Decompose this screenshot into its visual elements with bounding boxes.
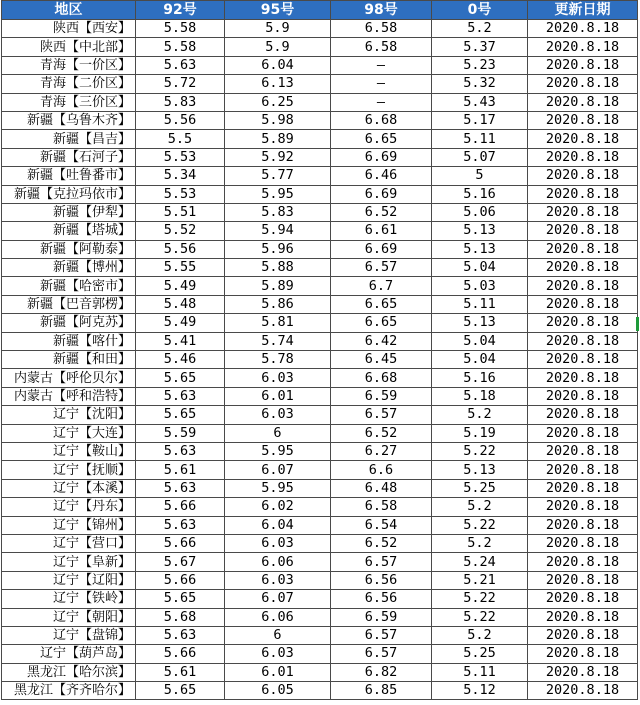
price-92-cell: 5.65 — [136, 406, 225, 424]
region-cell: 新疆【乌鲁木齐】 — [2, 111, 136, 129]
price-92-cell: 5.63 — [136, 626, 225, 644]
price-0-cell: 5.06 — [432, 203, 528, 221]
price-0-cell: 5.23 — [432, 56, 528, 74]
table-row — [2, 645, 638, 663]
price-98-cell: 6.68 — [331, 111, 432, 129]
region-cell: 辽宁【营口】 — [2, 534, 136, 552]
price-95-cell: 5.78 — [225, 351, 331, 369]
region-cell: 新疆【吐鲁番市】 — [2, 167, 136, 185]
region-cell: 辽宁【抚顺】 — [2, 461, 136, 479]
update-date-cell: 2020.8.18 — [528, 314, 638, 332]
price-95-cell: 6.06 — [225, 553, 331, 571]
region-cell: 新疆【哈密市】 — [2, 277, 136, 295]
price-0-cell: 5.13 — [432, 222, 528, 240]
price-92-cell: 5.66 — [136, 534, 225, 552]
price-95-cell: 5.74 — [225, 332, 331, 350]
region-cell: 陕西【中北部】 — [2, 38, 136, 56]
update-date-cell: 2020.8.18 — [528, 351, 638, 369]
price-0-cell: 5.11 — [432, 130, 528, 148]
update-date-cell: 2020.8.18 — [528, 130, 638, 148]
price-95-cell: 5.94 — [225, 222, 331, 240]
price-0-cell: 5.2 — [432, 406, 528, 424]
price-0-cell: 5.22 — [432, 608, 528, 626]
price-95-cell: 6.07 — [225, 590, 331, 608]
table-row — [2, 148, 638, 166]
table-row — [2, 351, 638, 369]
price-98-cell: 6.48 — [331, 479, 432, 497]
price-0-cell: 5.25 — [432, 645, 528, 663]
price-98-cell: 6.61 — [331, 222, 432, 240]
header-98: 98号 — [331, 1, 432, 20]
update-date-cell: 2020.8.18 — [528, 277, 638, 295]
price-92-cell: 5.63 — [136, 56, 225, 74]
price-0-cell: 5.13 — [432, 314, 528, 332]
price-95-cell: 5.95 — [225, 185, 331, 203]
price-98-cell: 6.56 — [331, 571, 432, 589]
price-92-cell: 5.46 — [136, 351, 225, 369]
price-98-cell: 6.52 — [331, 424, 432, 442]
price-95-cell: 6.03 — [225, 406, 331, 424]
price-98-cell: 6.57 — [331, 553, 432, 571]
region-cell: 新疆【阿勒泰】 — [2, 240, 136, 258]
price-95-cell: 5.89 — [225, 277, 331, 295]
price-95-cell: 5.89 — [225, 130, 331, 148]
update-date-cell: 2020.8.18 — [528, 498, 638, 516]
price-92-cell: 5.66 — [136, 645, 225, 663]
update-date-cell: 2020.8.18 — [528, 185, 638, 203]
price-98-cell: 6.59 — [331, 608, 432, 626]
price-0-cell: 5.13 — [432, 240, 528, 258]
table-row — [2, 534, 638, 552]
price-92-cell: 5.66 — [136, 571, 225, 589]
update-date-cell: 2020.8.18 — [528, 167, 638, 185]
price-95-cell: 6.03 — [225, 369, 331, 387]
price-95-cell: 6.03 — [225, 571, 331, 589]
region-cell: 辽宁【盘锦】 — [2, 626, 136, 644]
price-0-cell: 5.18 — [432, 387, 528, 405]
price-95-cell: 5.98 — [225, 111, 331, 129]
region-cell: 新疆【博州】 — [2, 259, 136, 277]
table-row — [2, 369, 638, 387]
price-98-cell: 6.52 — [331, 203, 432, 221]
table-row — [2, 590, 638, 608]
update-date-cell: 2020.8.18 — [528, 461, 638, 479]
table-row — [2, 314, 638, 332]
price-95-cell: 6.05 — [225, 682, 331, 700]
price-95-cell: 6.02 — [225, 498, 331, 516]
table-row — [2, 424, 638, 442]
price-95-cell: 6.25 — [225, 93, 331, 111]
price-0-cell: 5.04 — [432, 351, 528, 369]
update-date-cell: 2020.8.18 — [528, 663, 638, 681]
price-0-cell: 5.32 — [432, 75, 528, 93]
price-95-cell: 6.03 — [225, 534, 331, 552]
price-92-cell: 5.49 — [136, 277, 225, 295]
price-95-cell: 6 — [225, 424, 331, 442]
update-date-cell: 2020.8.18 — [528, 424, 638, 442]
price-92-cell: 5.72 — [136, 75, 225, 93]
price-0-cell: 5.43 — [432, 93, 528, 111]
price-98-cell: 6.59 — [331, 387, 432, 405]
price-0-cell: 5.04 — [432, 259, 528, 277]
price-92-cell: 5.53 — [136, 185, 225, 203]
table-row — [2, 185, 638, 203]
price-95-cell: 6.03 — [225, 645, 331, 663]
table-row — [2, 553, 638, 571]
price-95-cell: 6.04 — [225, 56, 331, 74]
price-0-cell: 5.37 — [432, 38, 528, 56]
header-0: 0号 — [432, 1, 528, 20]
price-92-cell: 5.49 — [136, 314, 225, 332]
header-update-date: 更新日期 — [528, 1, 638, 20]
update-date-cell: 2020.8.18 — [528, 608, 638, 626]
price-0-cell: 5.19 — [432, 424, 528, 442]
table-row — [2, 222, 638, 240]
price-92-cell: 5.48 — [136, 295, 225, 313]
region-cell: 内蒙古【呼和浩特】 — [2, 387, 136, 405]
price-95-cell: 6.07 — [225, 461, 331, 479]
table-row — [2, 442, 638, 460]
price-98-cell: 6.82 — [331, 663, 432, 681]
price-95-cell: 5.83 — [225, 203, 331, 221]
update-date-cell: 2020.8.18 — [528, 369, 638, 387]
price-98-cell: 6.58 — [331, 38, 432, 56]
price-95-cell: 6.06 — [225, 608, 331, 626]
price-0-cell: 5.16 — [432, 369, 528, 387]
price-98-cell: 6.68 — [331, 369, 432, 387]
price-0-cell: 5.21 — [432, 571, 528, 589]
price-95-cell: 6.04 — [225, 516, 331, 534]
region-cell: 新疆【昌吉】 — [2, 130, 136, 148]
price-0-cell: 5.2 — [432, 498, 528, 516]
price-92-cell: 5.65 — [136, 590, 225, 608]
price-92-cell: 5.5 — [136, 130, 225, 148]
region-cell: 辽宁【沈阳】 — [2, 406, 136, 424]
price-92-cell: 5.63 — [136, 387, 225, 405]
table-row — [2, 277, 638, 295]
region-cell: 新疆【喀什】 — [2, 332, 136, 350]
region-cell: 辽宁【葫芦岛】 — [2, 645, 136, 663]
cell-selection-marker — [636, 317, 639, 331]
price-0-cell: 5.13 — [432, 461, 528, 479]
update-date-cell: 2020.8.18 — [528, 20, 638, 38]
price-92-cell: 5.67 — [136, 553, 225, 571]
price-98-cell: 6.54 — [331, 516, 432, 534]
price-98-cell: — — [331, 93, 432, 111]
update-date-cell: 2020.8.18 — [528, 240, 638, 258]
price-98-cell: 6.69 — [331, 185, 432, 203]
price-92-cell: 5.55 — [136, 259, 225, 277]
update-date-cell: 2020.8.18 — [528, 203, 638, 221]
price-98-cell: 6.65 — [331, 130, 432, 148]
price-95-cell: 5.96 — [225, 240, 331, 258]
region-cell: 新疆【和田】 — [2, 351, 136, 369]
update-date-cell: 2020.8.18 — [528, 682, 638, 700]
table-row — [2, 479, 638, 497]
price-92-cell: 5.41 — [136, 332, 225, 350]
price-92-cell: 5.34 — [136, 167, 225, 185]
table-row — [2, 498, 638, 516]
region-cell: 辽宁【辽阳】 — [2, 571, 136, 589]
table-row — [2, 38, 638, 56]
update-date-cell: 2020.8.18 — [528, 553, 638, 571]
table-row — [2, 516, 638, 534]
region-cell: 新疆【克拉玛依市】 — [2, 185, 136, 203]
table-row — [2, 332, 638, 350]
table-row — [2, 626, 638, 644]
region-cell: 辽宁【丹东】 — [2, 498, 136, 516]
update-date-cell: 2020.8.18 — [528, 75, 638, 93]
price-0-cell: 5.22 — [432, 516, 528, 534]
price-0-cell: 5.2 — [432, 626, 528, 644]
price-95-cell: 5.9 — [225, 20, 331, 38]
price-98-cell: 6.6 — [331, 461, 432, 479]
update-date-cell: 2020.8.18 — [528, 571, 638, 589]
price-0-cell: 5.07 — [432, 148, 528, 166]
price-0-cell: 5.22 — [432, 590, 528, 608]
price-95-cell: 5.88 — [225, 259, 331, 277]
price-95-cell: 5.9 — [225, 38, 331, 56]
price-0-cell: 5.25 — [432, 479, 528, 497]
table-row — [2, 259, 638, 277]
update-date-cell: 2020.8.18 — [528, 479, 638, 497]
price-98-cell: 6.85 — [331, 682, 432, 700]
header-row — [2, 1, 638, 20]
price-95-cell: 5.95 — [225, 479, 331, 497]
update-date-cell: 2020.8.18 — [528, 111, 638, 129]
price-92-cell: 5.61 — [136, 461, 225, 479]
fuel-price-table — [1, 0, 638, 700]
price-92-cell: 5.68 — [136, 608, 225, 626]
table-row — [2, 682, 638, 700]
price-92-cell: 5.66 — [136, 498, 225, 516]
table-row — [2, 203, 638, 221]
table-row — [2, 663, 638, 681]
header-95: 95号 — [225, 1, 331, 20]
price-98-cell: — — [331, 56, 432, 74]
update-date-cell: 2020.8.18 — [528, 626, 638, 644]
table-row — [2, 56, 638, 74]
table-row — [2, 93, 638, 111]
table-row — [2, 75, 638, 93]
price-0-cell: 5.2 — [432, 20, 528, 38]
table-row — [2, 20, 638, 38]
table-row — [2, 608, 638, 626]
region-cell: 青海【一价区】 — [2, 56, 136, 74]
region-cell: 黑龙江【哈尔滨】 — [2, 663, 136, 681]
region-cell: 辽宁【本溪】 — [2, 479, 136, 497]
price-92-cell: 5.59 — [136, 424, 225, 442]
price-98-cell: 6.58 — [331, 498, 432, 516]
price-98-cell: 6.65 — [331, 295, 432, 313]
price-98-cell: 6.46 — [331, 167, 432, 185]
update-date-cell: 2020.8.18 — [528, 645, 638, 663]
price-98-cell: 6.45 — [331, 351, 432, 369]
region-cell: 辽宁【铁岭】 — [2, 590, 136, 608]
price-92-cell: 5.51 — [136, 203, 225, 221]
price-98-cell: 6.58 — [331, 20, 432, 38]
table-row — [2, 571, 638, 589]
update-date-cell: 2020.8.18 — [528, 406, 638, 424]
price-0-cell: 5 — [432, 167, 528, 185]
table-row — [2, 240, 638, 258]
price-0-cell: 5.04 — [432, 332, 528, 350]
price-92-cell: 5.65 — [136, 369, 225, 387]
header-region: 地区 — [2, 1, 136, 20]
table-row — [2, 406, 638, 424]
update-date-cell: 2020.8.18 — [528, 148, 638, 166]
region-cell: 辽宁【锦州】 — [2, 516, 136, 534]
update-date-cell: 2020.8.18 — [528, 222, 638, 240]
price-98-cell: 6.65 — [331, 314, 432, 332]
price-92-cell: 5.58 — [136, 38, 225, 56]
region-cell: 黑龙江【齐齐哈尔】 — [2, 682, 136, 700]
price-92-cell: 5.52 — [136, 222, 225, 240]
price-95-cell: 5.77 — [225, 167, 331, 185]
price-95-cell: 6 — [225, 626, 331, 644]
price-98-cell: 6.69 — [331, 240, 432, 258]
price-92-cell: 5.53 — [136, 148, 225, 166]
price-0-cell: 5.17 — [432, 111, 528, 129]
region-cell: 辽宁【大连】 — [2, 424, 136, 442]
update-date-cell: 2020.8.18 — [528, 295, 638, 313]
price-0-cell: 5.16 — [432, 185, 528, 203]
table-row — [2, 387, 638, 405]
table-row — [2, 461, 638, 479]
price-98-cell: 6.57 — [331, 259, 432, 277]
table-row — [2, 295, 638, 313]
region-cell: 新疆【石河子】 — [2, 148, 136, 166]
region-cell: 青海【二价区】 — [2, 75, 136, 93]
price-0-cell: 5.24 — [432, 553, 528, 571]
region-cell: 辽宁【鞍山】 — [2, 442, 136, 460]
price-98-cell: 6.52 — [331, 534, 432, 552]
price-92-cell: 5.83 — [136, 93, 225, 111]
price-0-cell: 5.12 — [432, 682, 528, 700]
update-date-cell: 2020.8.18 — [528, 387, 638, 405]
price-95-cell: 5.95 — [225, 442, 331, 460]
update-date-cell: 2020.8.18 — [528, 332, 638, 350]
region-cell: 辽宁【朝阳】 — [2, 608, 136, 626]
update-date-cell: 2020.8.18 — [528, 442, 638, 460]
price-0-cell: 5.03 — [432, 277, 528, 295]
update-date-cell: 2020.8.18 — [528, 516, 638, 534]
table-row — [2, 130, 638, 148]
price-98-cell: 6.7 — [331, 277, 432, 295]
table-body — [2, 20, 638, 700]
update-date-cell: 2020.8.18 — [528, 38, 638, 56]
price-92-cell: 5.56 — [136, 111, 225, 129]
price-92-cell: 5.61 — [136, 663, 225, 681]
update-date-cell: 2020.8.18 — [528, 259, 638, 277]
price-95-cell: 5.81 — [225, 314, 331, 332]
price-95-cell: 6.13 — [225, 75, 331, 93]
price-92-cell: 5.63 — [136, 442, 225, 460]
price-0-cell: 5.11 — [432, 663, 528, 681]
region-cell: 新疆【伊犁】 — [2, 203, 136, 221]
price-92-cell: 5.58 — [136, 20, 225, 38]
price-98-cell: 6.57 — [331, 406, 432, 424]
price-0-cell: 5.11 — [432, 295, 528, 313]
price-92-cell: 5.63 — [136, 516, 225, 534]
region-cell: 辽宁【阜新】 — [2, 553, 136, 571]
region-cell: 新疆【巴音郭楞】 — [2, 295, 136, 313]
price-95-cell: 5.86 — [225, 295, 331, 313]
price-95-cell: 6.01 — [225, 663, 331, 681]
table-row — [2, 167, 638, 185]
update-date-cell: 2020.8.18 — [528, 93, 638, 111]
price-92-cell: 5.56 — [136, 240, 225, 258]
region-cell: 新疆【阿克苏】 — [2, 314, 136, 332]
region-cell: 新疆【塔城】 — [2, 222, 136, 240]
price-98-cell: 6.42 — [331, 332, 432, 350]
price-98-cell: 6.27 — [331, 442, 432, 460]
update-date-cell: 2020.8.18 — [528, 534, 638, 552]
region-cell: 青海【三价区】 — [2, 93, 136, 111]
region-cell: 陕西【西安】 — [2, 20, 136, 38]
region-cell: 内蒙古【呼伦贝尔】 — [2, 369, 136, 387]
header-92: 92号 — [136, 1, 225, 20]
price-0-cell: 5.22 — [432, 442, 528, 460]
price-0-cell: 5.2 — [432, 534, 528, 552]
price-98-cell: 6.57 — [331, 645, 432, 663]
price-98-cell: 6.69 — [331, 148, 432, 166]
price-98-cell: 6.57 — [331, 626, 432, 644]
price-98-cell: — — [331, 75, 432, 93]
update-date-cell: 2020.8.18 — [528, 56, 638, 74]
price-92-cell: 5.65 — [136, 682, 225, 700]
price-98-cell: 6.56 — [331, 590, 432, 608]
price-92-cell: 5.63 — [136, 479, 225, 497]
table-row — [2, 111, 638, 129]
price-95-cell: 6.01 — [225, 387, 331, 405]
update-date-cell: 2020.8.18 — [528, 590, 638, 608]
price-95-cell: 5.92 — [225, 148, 331, 166]
